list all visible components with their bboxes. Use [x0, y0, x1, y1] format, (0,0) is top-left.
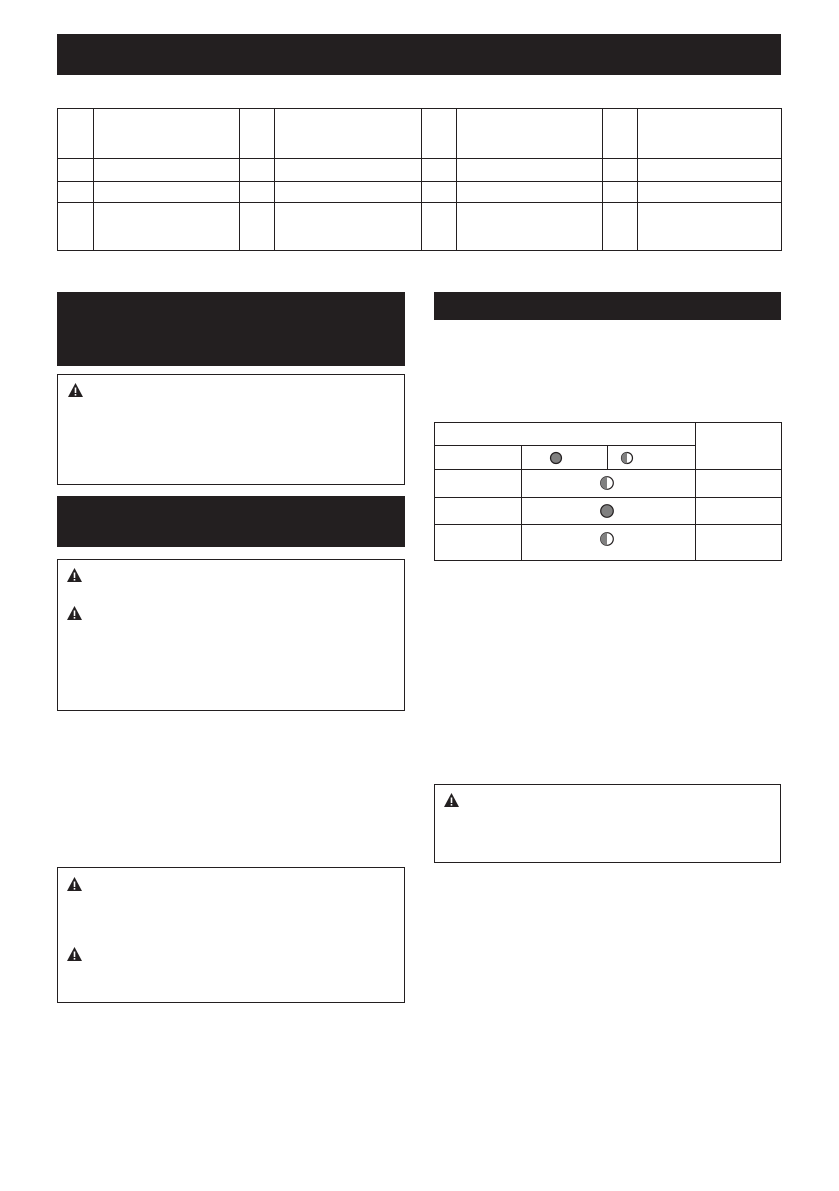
section-heading-bar: [434, 292, 781, 320]
lamp-on-icon: [549, 451, 563, 465]
section-heading-bar: [57, 292, 405, 366]
parts-table-col-divider: [239, 109, 240, 250]
parts-table-col-divider: [456, 109, 457, 250]
indicator-table-row-divider: [435, 497, 781, 498]
warning-box: [57, 374, 405, 485]
indicator-table-col-divider: [607, 445, 608, 469]
warning-box: [57, 867, 405, 1003]
top-banner: [57, 34, 781, 75]
parts-table: [57, 108, 782, 251]
lamp-half-icon: [599, 531, 615, 547]
warning-triangle-icon: [66, 876, 83, 892]
parts-table-row-divider: [58, 181, 781, 182]
parts-table-row-divider: [58, 202, 781, 203]
warning-triangle-icon: [66, 946, 83, 962]
warning-box: [434, 784, 781, 863]
parts-table-col-divider: [637, 109, 638, 250]
lamp-half-icon: [599, 475, 615, 491]
parts-table-col-divider: [93, 109, 94, 250]
parts-table-col-divider: [274, 109, 275, 250]
parts-table-col-divider: [602, 109, 603, 250]
warning-triangle-icon: [443, 792, 460, 808]
section-heading-bar: [57, 496, 405, 547]
indicator-table-row-divider: [435, 445, 695, 446]
parts-table-row-divider: [58, 158, 781, 159]
indicator-table-row-divider: [435, 524, 781, 525]
warning-triangle-icon: [66, 567, 83, 583]
indicator-table-col-divider: [521, 445, 522, 560]
parts-table-col-divider: [421, 109, 422, 250]
indicator-table: [434, 422, 782, 561]
lamp-half-icon: [620, 451, 634, 465]
lamp-on-icon: [599, 503, 615, 519]
indicator-table-col-divider: [695, 423, 696, 560]
indicator-table-row-divider: [435, 469, 781, 470]
warning-box: [57, 559, 405, 711]
warning-triangle-icon: [66, 605, 83, 621]
warning-triangle-icon: [67, 382, 84, 398]
